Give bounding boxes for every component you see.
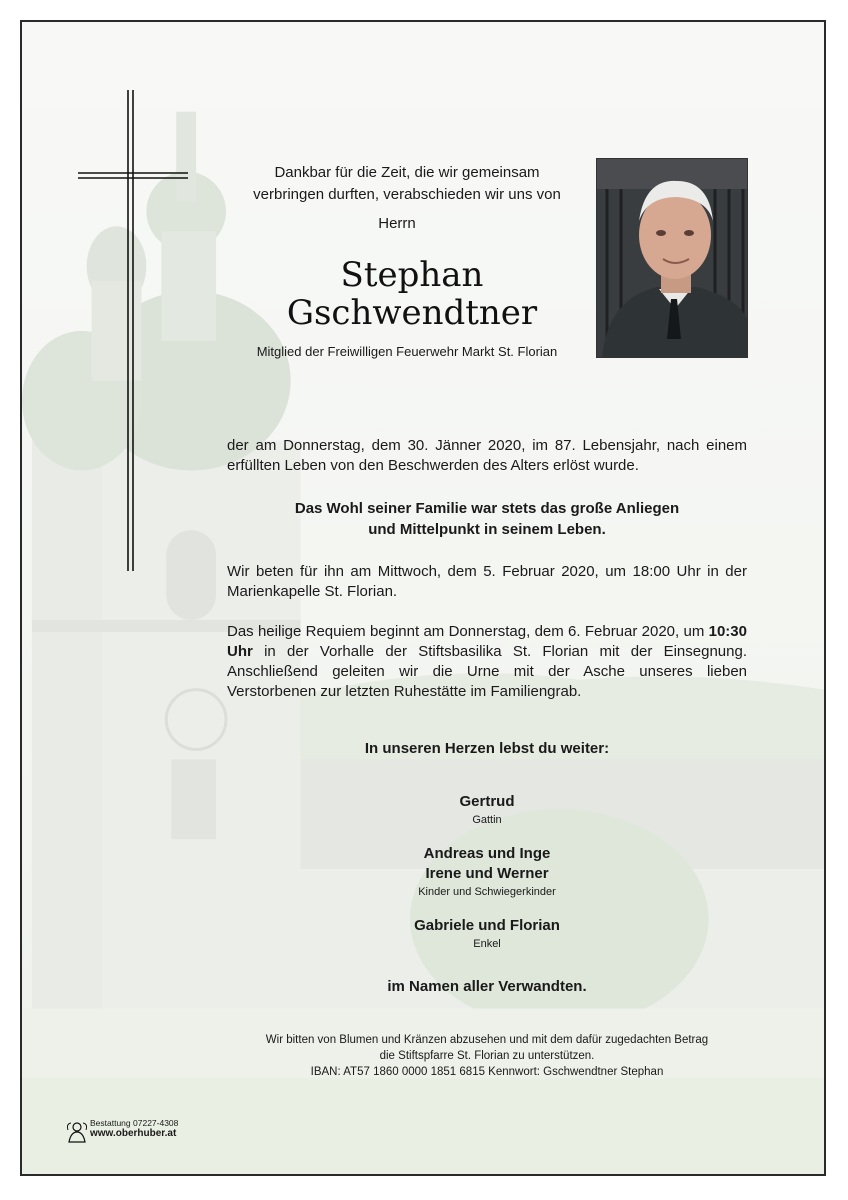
- mourner-name: Andreas und Inge: [423, 845, 551, 862]
- relatives-text: im Namen aller Verwandten.: [387, 978, 587, 995]
- prayer-notice: Wir beten für ihn am Mittwoch, dem 5. Februar 2020, um 18:00 Uhr in der Marienkapelle St. Florian.: [227, 563, 747, 600]
- mourner-group-1: [287, 792, 687, 828]
- intro-text: [222, 162, 592, 206]
- mourner-relation: Enkel: [473, 938, 501, 950]
- undertaker-label: Bestattung: [90, 1118, 131, 1128]
- footer-line-1: Wir bitten von Blumen und Kränzen abzusehen und mit dem dafür zugedachten Betrag: [265, 1034, 709, 1046]
- angel-logo-icon: [66, 1120, 88, 1144]
- requiem-after: in der Vorhalle der Stiftsbasilika St. Florian mit der Einsegnung. Anschließend geleiten wir die Urne mit der Asche unseres lieben Verstorbenen zur letzten Ruhestätte im Familiengrab.: [227, 643, 747, 700]
- quote-line-2: und Mittelpunkt in seinem Leben.: [368, 521, 606, 538]
- footer-line-2: die Stiftspfarre St. Florian zu unterstützen.: [379, 1050, 595, 1062]
- intro-line-1: Dankbar für die Zeit, die wir gemeinsam: [274, 164, 540, 181]
- salutation: Herrn: [378, 215, 416, 232]
- obituary-card: [20, 20, 826, 1176]
- family-quote: [227, 498, 747, 540]
- mourner-relation: Kinder und Schwiegerkinder: [418, 886, 556, 898]
- deceased-name: [222, 256, 602, 332]
- undertaker-phone: 07227-4308: [133, 1118, 179, 1128]
- requiem-notice: [227, 622, 747, 702]
- deceased-last-name: Gschwendtner: [286, 293, 538, 333]
- mourner-relation: Gattin: [472, 814, 502, 826]
- closing-line: In unseren Herzen lebst du weiter:: [364, 740, 610, 757]
- cross-icon: [72, 86, 192, 576]
- mourner-group-2: [287, 844, 687, 900]
- requiem-before: Das heilige Requiem beginnt am Donnerstag, dem 6. Februar 2020, um: [227, 623, 705, 640]
- intro-line-2: verbringen durften, verabschieden wir uns von: [253, 186, 561, 203]
- deceased-first-name: Stephan: [340, 255, 484, 295]
- quote-line-1: Das Wohl seiner Familie war stets das große Anliegen: [294, 500, 680, 517]
- requiem-time: 10:30 Uhr: [227, 623, 747, 660]
- relatives-line: [287, 977, 687, 997]
- undertaker-contact: [90, 1118, 178, 1139]
- undertaker-logo: [66, 1118, 226, 1150]
- portrait-photo: [596, 158, 748, 358]
- mourner-name: Gabriele und Florian: [414, 917, 560, 934]
- undertaker-url: www.oberhuber.at: [90, 1128, 177, 1139]
- mourner-name: Gertrud: [459, 793, 515, 810]
- donation-footer: [217, 1032, 757, 1080]
- membership-text: Mitglied der Freiwilligen Feuerwehr Markt St. Florian: [256, 344, 558, 359]
- death-notice: der am Donnerstag, dem 30. Jänner 2020, im 87. Lebensjahr, nach einem erfüllten Leben von den Beschwerden des Alters erlöst wurde.: [227, 437, 747, 474]
- footer-line-3: IBAN: AT57 1860 0000 1851 6815 Kennwort: Gschwendtner Stephan: [310, 1066, 664, 1078]
- mourner-name: Irene und Werner: [425, 865, 549, 882]
- mourner-group-3: [287, 916, 687, 952]
